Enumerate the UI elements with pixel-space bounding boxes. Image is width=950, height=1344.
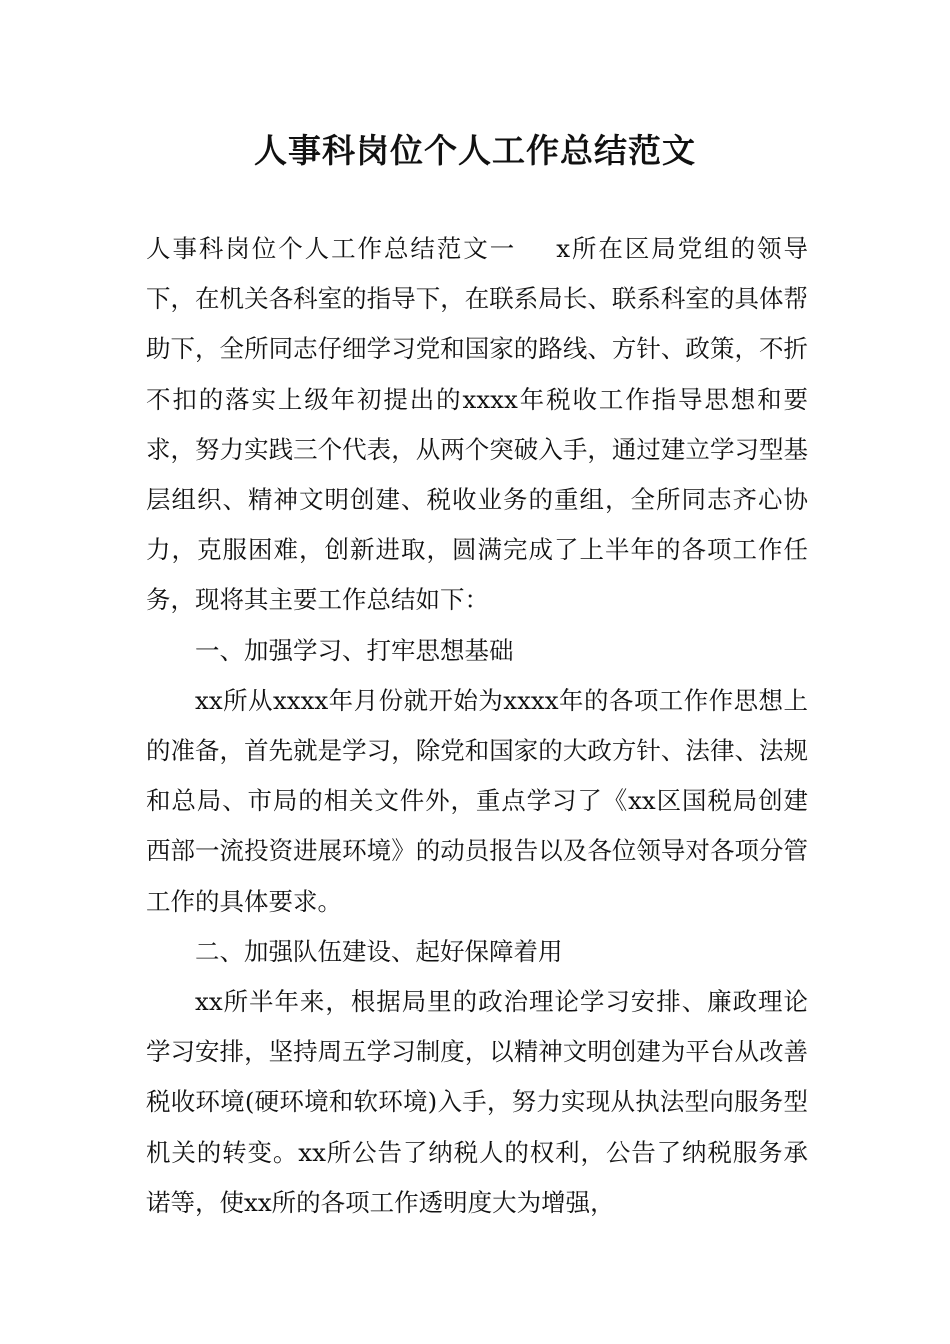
intro-paragraph	[146, 224, 808, 626]
section-paragraph-1: xx所从xxxx年月份就开始为xxxx年的各项工作作思想上的准备，首先就是学习，除党和国家的大政方针、法律、法规和总局、市局的相关文件外，重点学习了《xx区国税局创建西部一流投资进展环境》的动员报告以及各位领导对各项分管工作的具体要求。	[146, 685, 808, 916]
section-paragraph-2: xx所半年来，根据局里的政治理论学习安排、廉政理论学习安排，坚持周五学习制度，以精神文明创建为平台从改善税收环境(硬环境和软环境)入手，努力实现从执法型向服务型机关的转变。xx所公告了纳税人的权利，公告了纳税服务承诺等，使xx所的各项工作透明度大为增强，	[146, 987, 808, 1217]
document-body	[146, 224, 808, 1228]
intro-text: x所在区局党组的领导下，在机关各科室的指导下，在联系局长、联系科室的具体帮助下，全所同志仔细学习党和国家的路线、方针、政策，不折不扣的落实上级年初提出的xxxx年税收工作指导思想和要求，努力实践三个代表，从两个突破入手，通过建立学习型基层组织、精神文明创建、税收业务的重组，全所同志齐心协力，克服困难，创新进取，圆满完成了上半年的各项工作任务，现将其主要工作总结如下：	[146, 234, 808, 615]
document-title: 人事科岗位个人工作总结范文	[254, 131, 696, 170]
section-heading-2: 二、加强队伍建设、起好保障着用	[195, 936, 563, 966]
intro-label: 人事科岗位个人工作总结范文一	[146, 234, 517, 263]
section-heading-1: 一、加强学习、打牢思想基础	[195, 635, 514, 665]
